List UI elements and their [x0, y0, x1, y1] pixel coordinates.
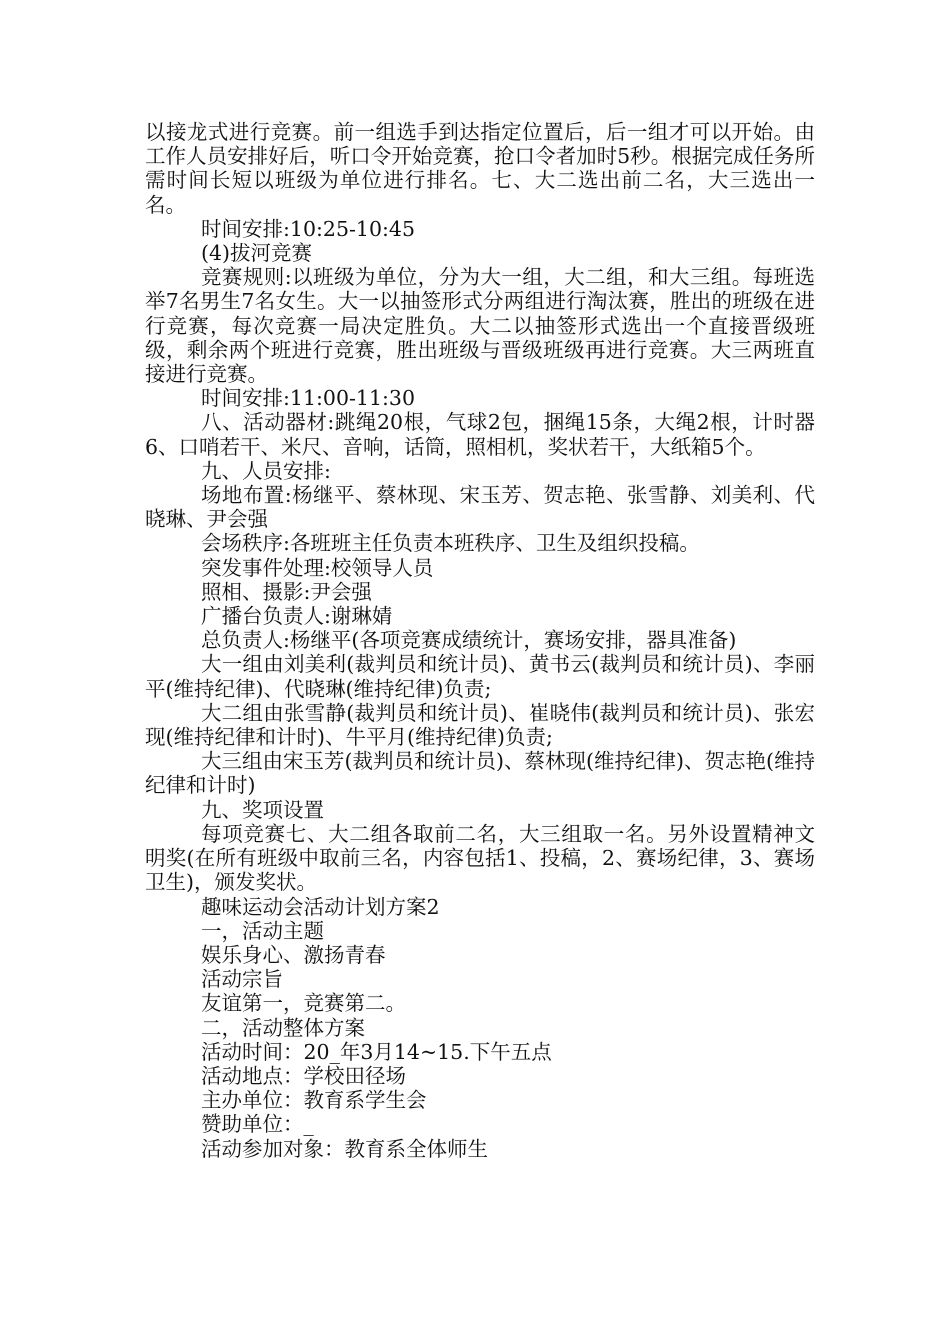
paragraph-venue-order: 会场秩序:各班班主任负责本班秩序、卫生及组织投稿。 — [201, 531, 700, 556]
paragraph-group-1: 大一组由刘美利(裁判员和统计员)、黄书云(裁判员和统计员)、李丽平(维持纪律)、代晓琳(维持纪律)负责; — [145, 652, 815, 701]
paragraph-emergency: 突发事件处理:校领导人员 — [201, 555, 434, 580]
paragraph-relay-rules: 以接龙式进行竞赛。前一组选手到达指定位置后，后一组才可以开始。由工作人员安排好后，听口令开始竞赛，抢口令者加时5秒。根据完成任务所需时间长短以班级为单位进行排名。七、大二选出前二名，大三选出一名。 — [145, 120, 815, 217]
paragraph-activity-location: 活动地点：学校田径场 — [201, 1063, 406, 1088]
paragraph-staff-heading: 九、人员安排: — [201, 458, 331, 483]
paragraph-equipment: 八、活动器材:跳绳20根，气球2包，捆绳15条，大绳2根，计时器6、口哨若干、米尺、音响，话筒，照相机，奖状若干，大纸箱5个。 — [145, 410, 815, 459]
paragraph-time-1: 时间安排:10:25-10:45 — [201, 216, 415, 241]
paragraph-theme: 娱乐身心、激扬青春 — [201, 942, 386, 967]
paragraph-participants: 活动参加对象：教育系全体师生 — [201, 1136, 488, 1161]
paragraph-venue-setup: 场地布置:杨继平、蔡林现、宋玉芳、贺志艳、张雪静、刘美利、代晓琳、尹会强 — [145, 483, 815, 532]
paragraph-plan-2-title: 趣味运动会活动计划方案2 — [201, 894, 440, 919]
paragraph-activity-time: 活动时间：20_年3月14~15.下午五点 — [201, 1039, 552, 1064]
paragraph-group-3: 大三组由宋玉芳(裁判员和统计员)、蔡林现(维持纪律)、贺志艳(维持纪律和计时) — [145, 749, 815, 798]
paragraph-overall-plan-heading: 二，活动整体方案 — [201, 1015, 365, 1040]
paragraph-sponsor: 赞助单位：_ — [201, 1112, 314, 1137]
paragraph-purpose: 友谊第一，竞赛第二。 — [201, 991, 406, 1016]
paragraph-group-2: 大二组由张雪静(裁判员和统计员)、崔晓伟(裁判员和统计员)、张宏现(维持纪律和计时)、牛平月(维持纪律)负责; — [145, 700, 815, 750]
paragraph-organizer: 主办单位：教育系学生会 — [201, 1088, 427, 1113]
paragraph-awards: 每项竞赛七、大二组各取前二名，大三组取一名。另外设置精神文明奖(在所有班级中取前三名，内容包括1、投稿，2、赛场纪律，3、赛场卫生)，颁发奖状。 — [145, 821, 815, 895]
paragraph-purpose-heading: 活动宗旨 — [201, 967, 283, 992]
paragraph-tug-of-war-heading: (4)拔河竞赛 — [201, 241, 313, 266]
paragraph-general-manager: 总负责人:杨继平(各项竞赛成绩统计，赛场安排，器具准备) — [201, 628, 737, 653]
paragraph-photography: 照相、摄影:尹会强 — [201, 579, 372, 604]
paragraph-broadcast: 广播台负责人:谢琳婧 — [201, 604, 393, 629]
paragraph-theme-heading: 一，活动主题 — [201, 918, 324, 943]
document-body — [145, 120, 815, 1161]
paragraph-tug-of-war-rules: 竞赛规则:以班级为单位，分为大一组，大二组，和大三组。每班选举7名男生7名女生。大一以抽签形式分两组进行淘汰赛，胜出的班级在进行竞赛，每次竞赛一局决定胜负。大二以抽签形式选出一个直接晋级班级，剩余两个班进行竞赛，胜出班级与晋级班级再进行竞赛。大三两班直接进行竞赛。 — [145, 265, 815, 387]
paragraph-awards-heading: 九、奖项设置 — [201, 797, 324, 822]
paragraph-time-2: 时间安排:11:00-11:30 — [201, 386, 415, 411]
